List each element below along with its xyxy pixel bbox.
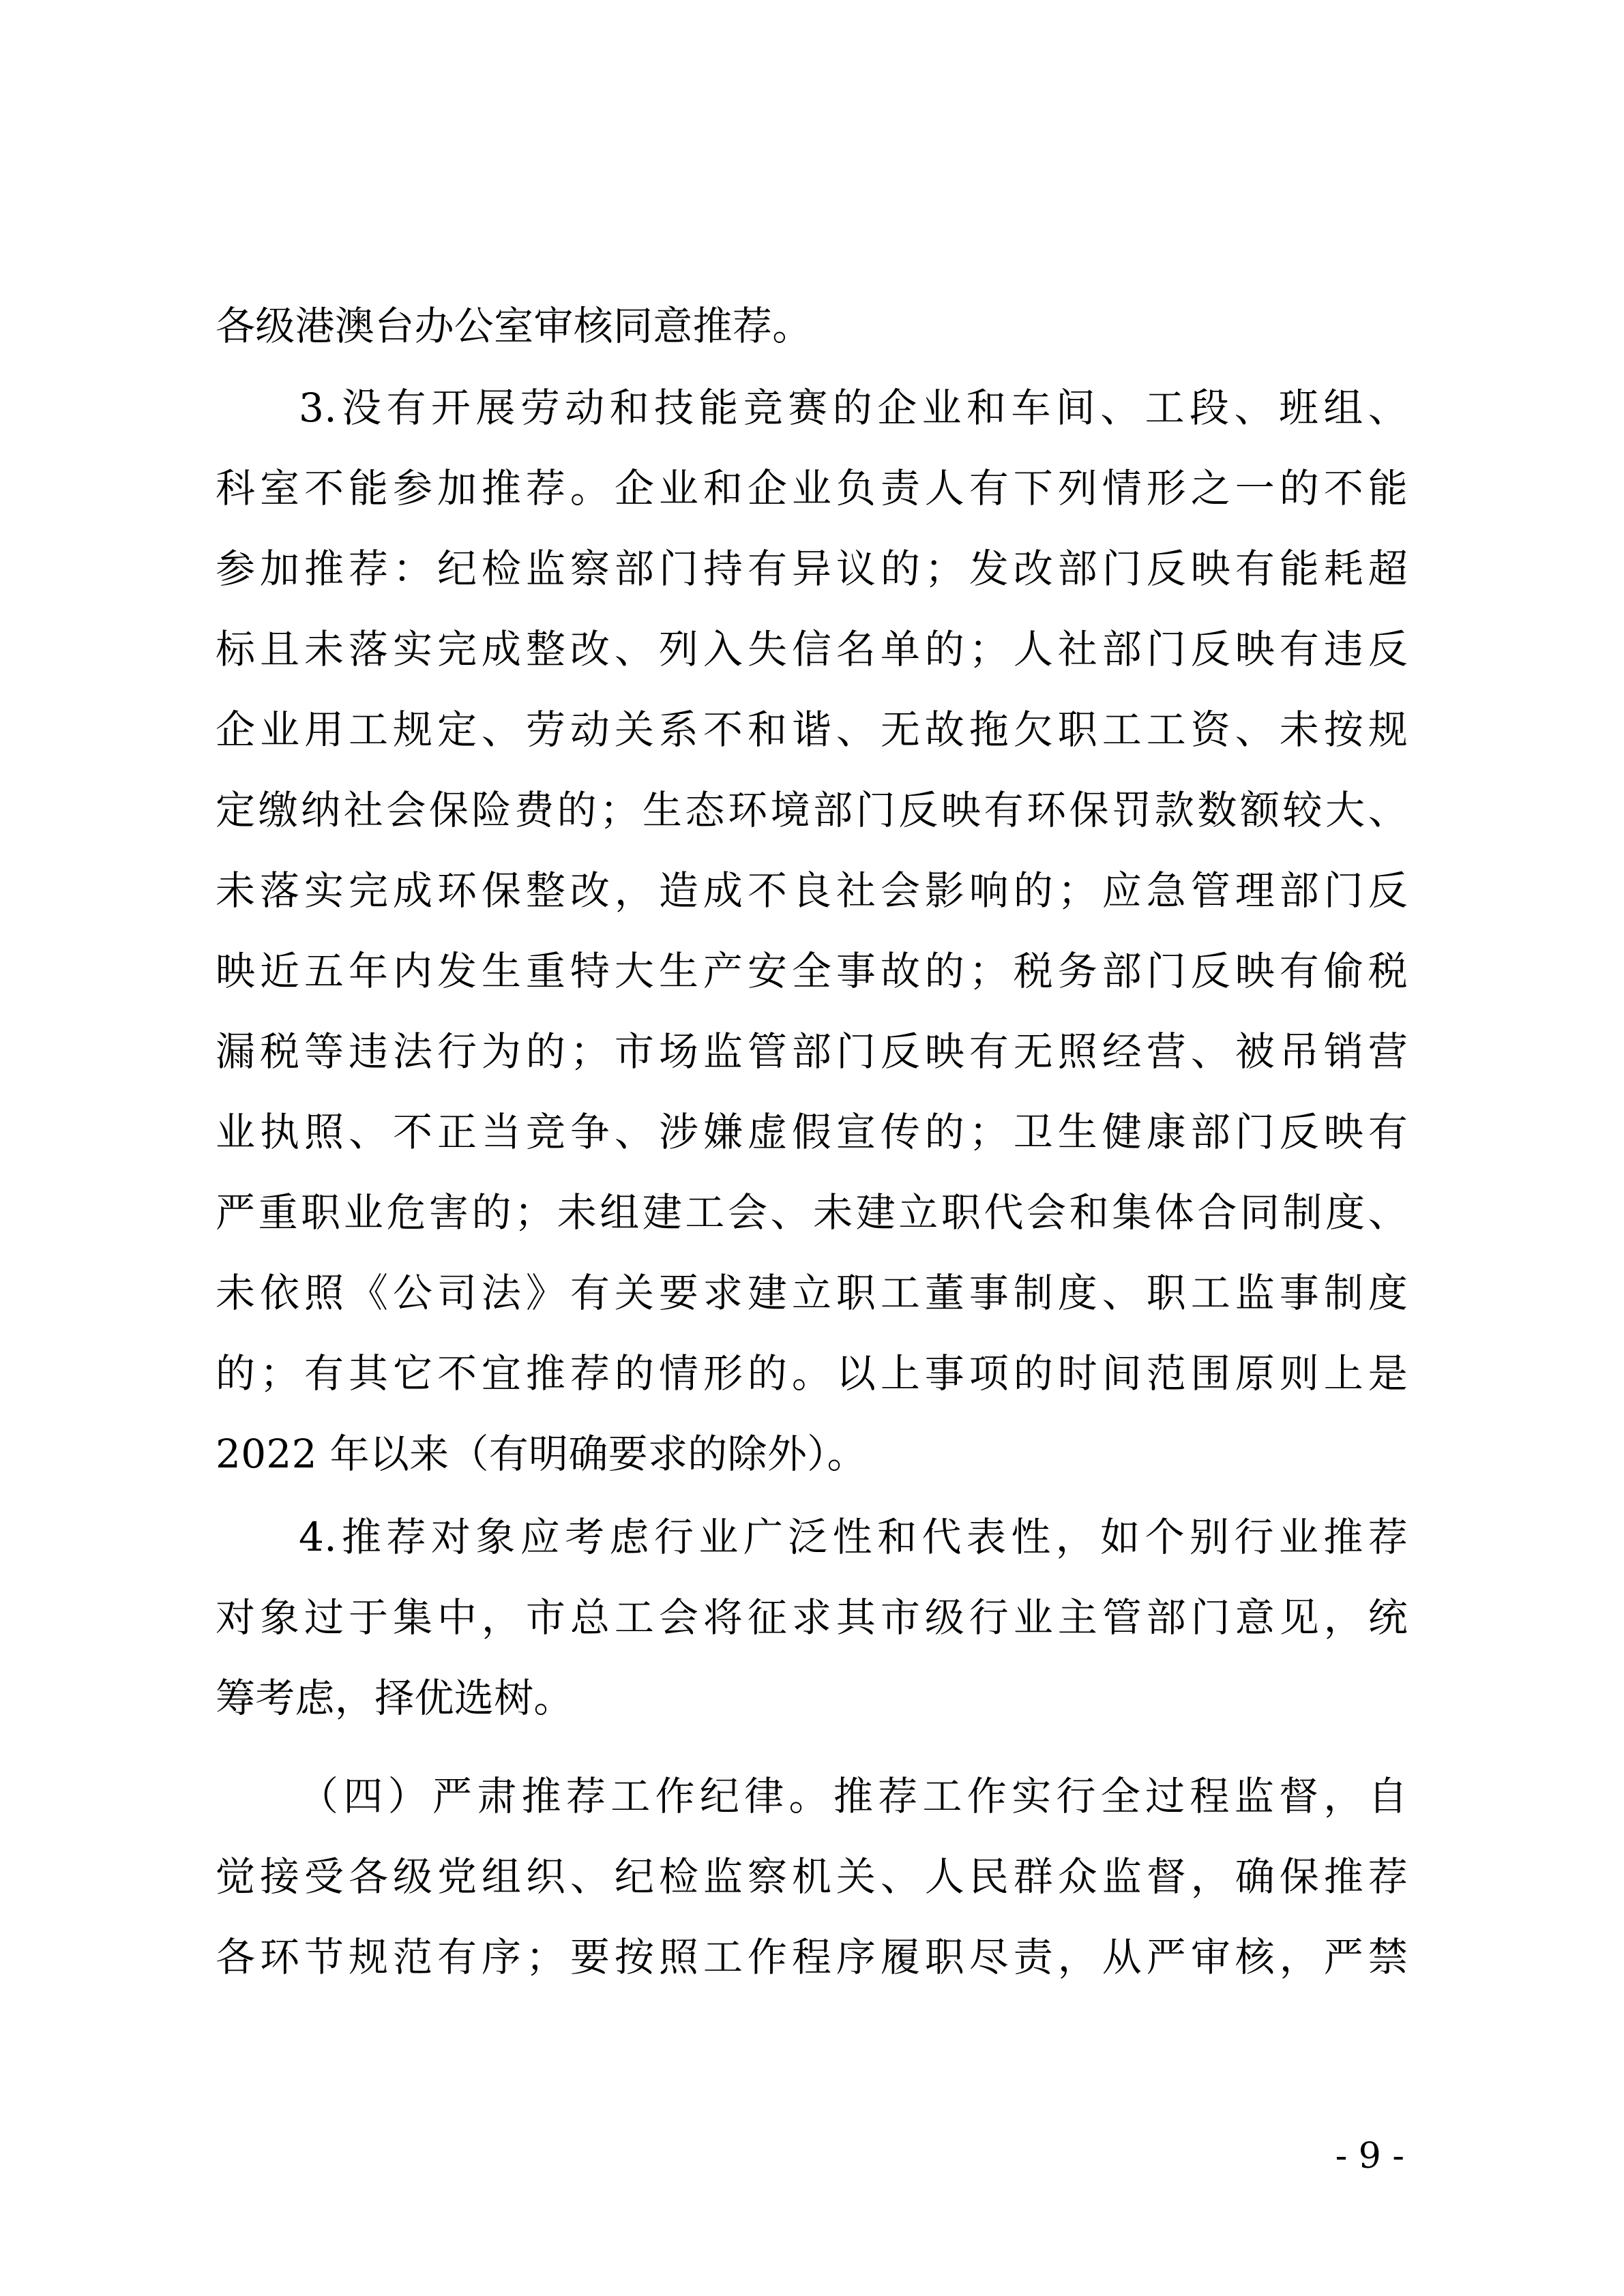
text-line-1: 各级港澳台办公室审核同意推荐。 xyxy=(216,303,812,349)
text-line-12: 严重职业危害的；未组建工会、未建立职代会和集体合同制度、 xyxy=(216,1189,1408,1236)
text-line-4: 参加推荐：纪检监察部门持有异议的；发改部门反映有能耗超 xyxy=(216,546,1408,592)
text-line-8: 未落实完成环保整改，造成不良社会影响的；应急管理部门反 xyxy=(216,867,1408,914)
page-number: - 9 - xyxy=(1335,2136,1404,2177)
text-line-7: 定缴纳社会保险费的；生态环境部门反映有环保罚款数额较大、 xyxy=(216,787,1408,833)
text-line-20: 觉接受各级党组织、纪检监察机关、人民群众监督，确保推荐 xyxy=(216,1853,1408,1900)
text-line-3: 科室不能参加推荐。企业和企业负责人有下列情形之一的不能 xyxy=(216,465,1408,511)
text-line-5: 标且未落实完成整改、列入失信名单的；人社部门反映有违反 xyxy=(216,626,1408,672)
text-line-21: 各环节规范有序；要按照工作程序履职尽责，从严审核，严禁 xyxy=(216,1934,1408,1980)
text-line-17: 对象过于集中，市总工会将征求其市级行业主管部门意见，统 xyxy=(216,1594,1408,1641)
text-line-15: 2022 年以来（有明确要求的除外）。 xyxy=(216,1431,867,1477)
text-line-11: 业执照、不正当竞争、涉嫌虚假宣传的；卫生健康部门反映有 xyxy=(216,1109,1408,1155)
text-line-2: 3.没有开展劳动和技能竞赛的企业和车间、工段、班组、 xyxy=(299,385,1408,431)
text-line-16: 4.推荐对象应考虑行业广泛性和代表性，如个别行业推荐 xyxy=(299,1514,1408,1560)
text-line-14: 的；有其它不宜推荐的情形的。以上事项的时间范围原则上是 xyxy=(216,1350,1408,1397)
text-line-6: 企业用工规定、劳动关系不和谐、无故拖欠职工工资、未按规 xyxy=(216,706,1408,753)
text-line-18: 筹考虑，择优选树。 xyxy=(216,1675,574,1721)
text-line-10: 漏税等违法行为的；市场监管部门反映有无照经营、被吊销营 xyxy=(216,1028,1408,1075)
text-line-13: 未依照《公司法》有关要求建立职工董事制度、职工监事制度 xyxy=(216,1270,1408,1316)
text-line-19: （四）严肃推荐工作纪律。推荐工作实行全过程监督，自 xyxy=(299,1773,1408,1819)
text-line-9: 映近五年内发生重特大生产安全事故的；税务部门反映有偷税 xyxy=(216,948,1408,994)
